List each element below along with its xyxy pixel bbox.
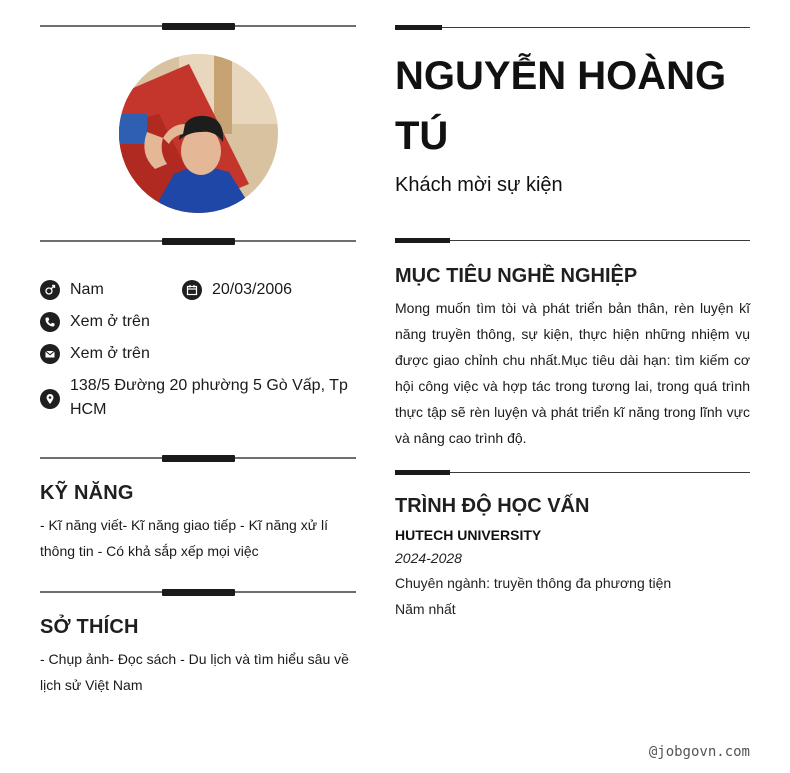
candidate-role: Khách mời sự kiện: [395, 174, 563, 196]
hobbies-heading: SỞ THÍCH: [40, 616, 139, 638]
divider-avatar: [40, 238, 356, 245]
location-pin-icon: [40, 389, 60, 409]
candidate-name: NGUYỄN HOÀNG TÚ: [395, 54, 727, 158]
mail-icon: [40, 344, 60, 364]
divider-top-right: [395, 25, 750, 30]
email-value: Xem ở trên: [70, 345, 150, 362]
dob-value: 20/03/2006: [212, 281, 293, 298]
education-heading: TRÌNH ĐỘ HỌC VẤN: [395, 495, 590, 517]
avatar: [119, 54, 278, 213]
divider-education: [395, 470, 750, 475]
phone-value: Xem ở trên: [70, 313, 150, 330]
gender-icon: [40, 280, 60, 300]
watermark: @jobgovn.com: [648, 744, 750, 760]
calendar-icon: [182, 280, 202, 300]
skills-heading: KỸ NĂNG: [40, 482, 134, 504]
divider-objective: [395, 238, 750, 243]
divider-skills: [40, 455, 356, 462]
address-value: 138/5 Đường 20 phường 5 Gò Vấp, Tp HCM: [70, 377, 348, 418]
hobbies-text: - Chụp ảnh- Đọc sách - Du lịch và tìm hiểu sâu về lịch sử Việt Nam: [40, 651, 349, 693]
objective-text: Mong muốn tìm tòi và phát triển bản thân, rèn luyện kĩ năng truyền thông, sự kiện, thực hiện những nhiệm vụ được giao chỉnh chu nhất.Mục tiêu dài hạn: tìm kiếm cơ hội công việc và hợp tác trong tương lai, trong quá trình thực tập sẽ rèn luyện và phát triển kĩ năng trong lĩnh vực và nâng cao trình độ.: [395, 300, 750, 446]
divider-top-left: [40, 23, 356, 30]
education-major: Chuyên ngành: truyền thông đa phương tiện: [395, 575, 672, 591]
skills-text: - Kĩ năng viết- Kĩ năng giao tiếp - Kĩ năng xử lí thông tin - Có khả sắp xếp mọi việc: [40, 517, 328, 559]
objective-heading: MỤC TIÊU NGHỀ NGHIỆP: [395, 265, 638, 287]
phone-icon: [40, 312, 60, 332]
education-year-level: Năm nhất: [395, 601, 456, 617]
divider-hobbies: [40, 589, 356, 596]
school-name: HUTECH UNIVERSITY: [395, 527, 542, 543]
gender-value: Nam: [70, 281, 104, 298]
education-years: 2024-2028: [395, 550, 462, 566]
